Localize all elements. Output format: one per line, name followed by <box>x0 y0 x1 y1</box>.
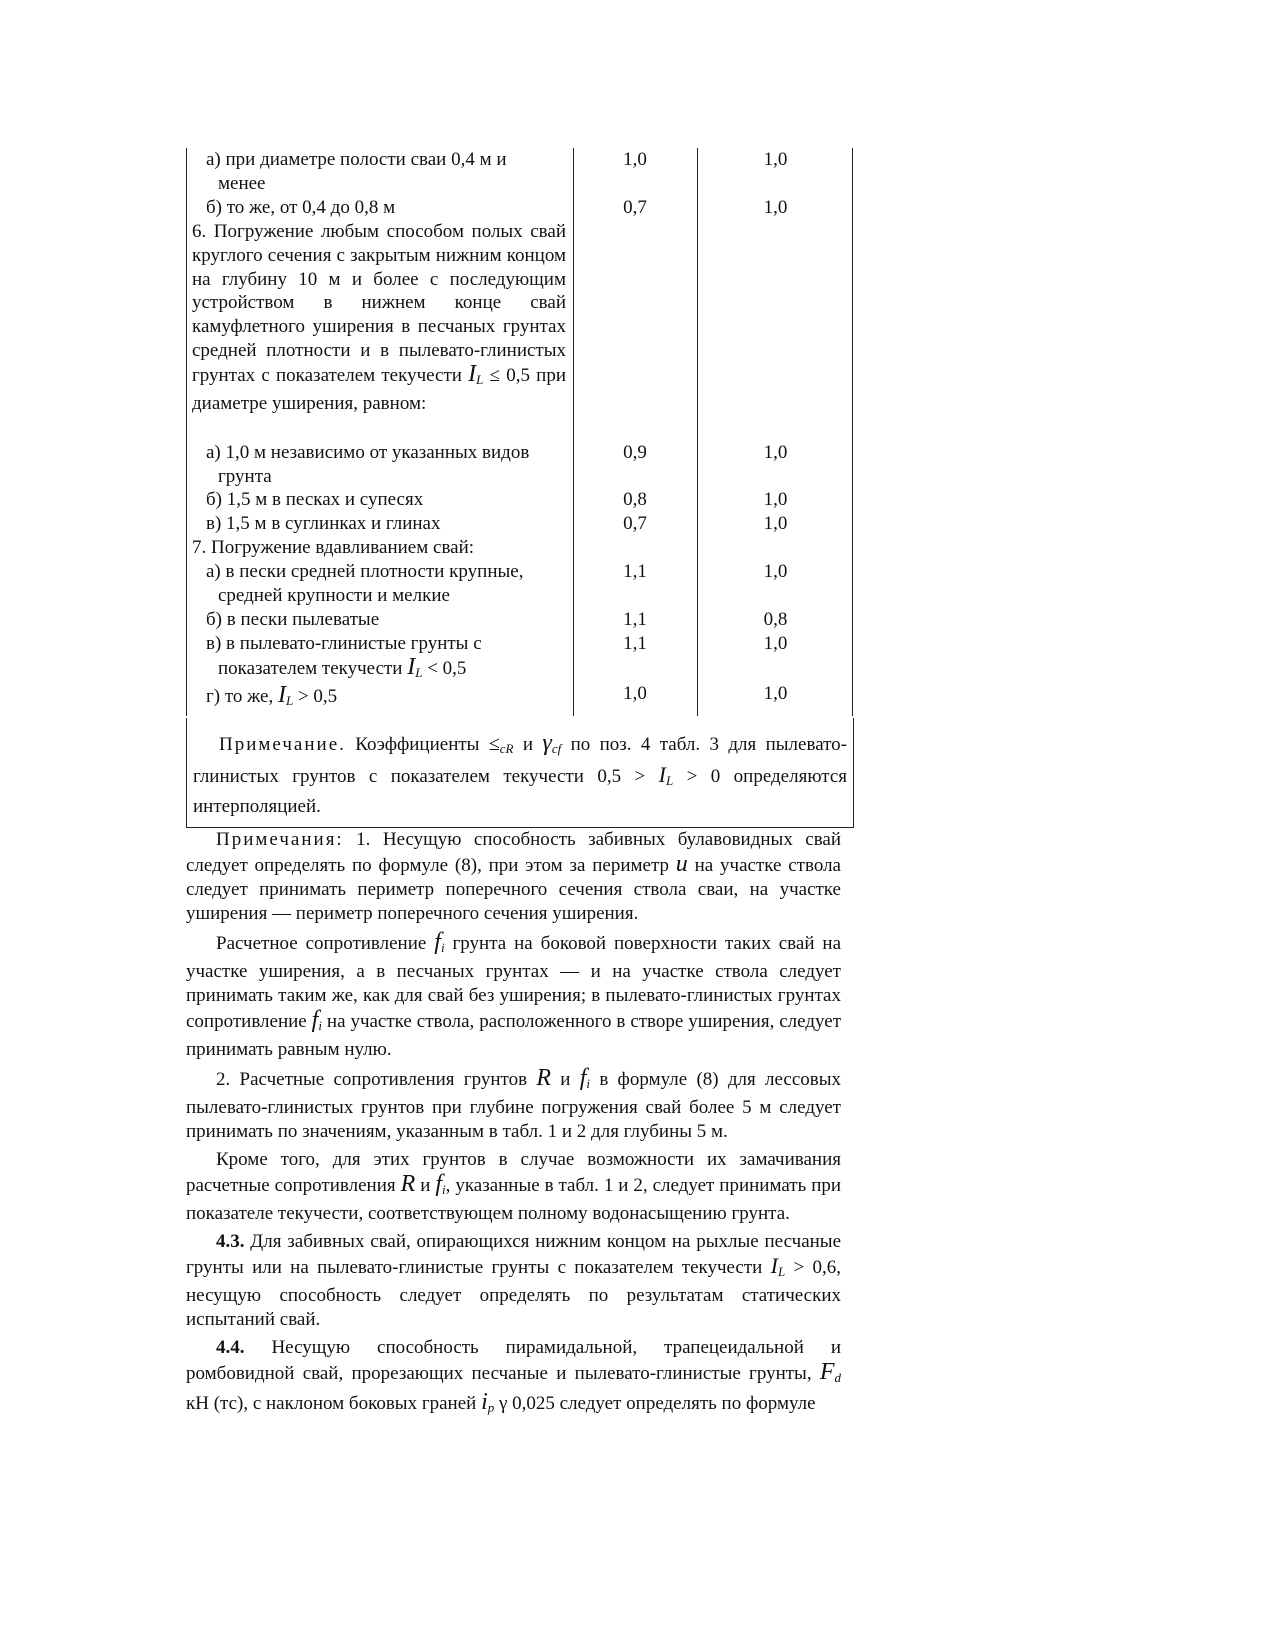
coefficient-value: 1,0 <box>763 513 788 534</box>
coefficients-table <box>186 148 854 718</box>
row-text: а) 1,0 м независимо от указанных видов <box>206 442 530 463</box>
row-text-continued: менее <box>218 172 266 194</box>
coefficient-value: 1,0 <box>763 442 788 463</box>
paragraph: Примечания: 1. Несущую способность забивных булавовидных свай следует определять по формуле (8), при этом за периметр u на участке ствола следует принимать периметр поперечного сечения ствола сваи, на участке уширения — периметр поперечного сечения уширения. <box>186 829 842 924</box>
row-text: а) в пески средней плотности крупные, <box>206 561 524 582</box>
table-border-left <box>186 148 187 716</box>
paragraph: Кроме того, для этих грунтов в случае возможности их замачивания расчетные сопротивления R и $f_i$, указанные в табл. 1 и 2, следует принимать при показателе текучести, соответствующем полному водонасыщению грунта. <box>186 1149 842 1224</box>
table-note <box>186 718 854 828</box>
coefficient-value: 1,1 <box>623 561 647 582</box>
row-text: г) то же, $I_L > 0,5$ <box>206 682 338 708</box>
coefficient-value: 1,1 <box>623 633 647 654</box>
coefficient-value: 1,0 <box>763 489 788 510</box>
coefficient-value: 1,1 <box>623 609 647 630</box>
paragraph: 4.3. Для забивных свай, опирающихся нижним концом на рыхлые песчаные грунты или на пылевато-глинистые грунты с показателем текучести $I_L > 0,6$, несущую способность следует определять по результатам статических испытаний свай. <box>186 1231 842 1330</box>
paragraph: 4.4. Несущую способность пирамидальной, трапецеидальной и ромбовидной свай, прорезающих песчаные и пылевато-глинистые грунты, $F_d$ кН (тс), с наклоном боковых граней $i_p$ γ 0,025 следует определять по формуле <box>186 1337 842 1415</box>
row-text: б) в пески пылеватые <box>206 609 380 630</box>
row-text: а) при диаметре полости сваи 0,4 м и <box>206 149 507 170</box>
coefficient-value: 1,0 <box>623 149 647 170</box>
coefficient-value: 0,7 <box>623 197 647 218</box>
paragraph: Расчетное сопротивление $f_i$ грунта на боковой поверхности таких свай на участке уширения, а в песчаных грунтах — и на участке ствола следует принимать таким же, как для свай без уширения; в пылевато-глинистых грунтах сопротивление $f_i$ на участке ствола, расположенного в створе уширения, следует принимать равным нулю. <box>186 929 842 1060</box>
body-text <box>186 828 841 1424</box>
coefficient-value: 0,7 <box>623 513 647 534</box>
row-text: 7. Погружение вдавливанием свай: <box>192 537 475 558</box>
coefficient-value: 1,0 <box>763 561 788 582</box>
coefficient-value: 1,0 <box>763 197 788 218</box>
row-text: в) 1,5 м в суглинках и глинах <box>206 513 441 534</box>
coefficient-value: 0,9 <box>623 442 647 463</box>
coefficient-value: 1,0 <box>763 633 788 654</box>
coefficient-value: 0,8 <box>763 609 788 630</box>
row-text: б) то же, от 0,4 до 0,8 м <box>206 197 396 218</box>
coefficient-value: 0,8 <box>623 489 647 510</box>
coefficient-value: 1,0 <box>763 149 788 170</box>
row-text: 6. Погружение любым способом полых свай круглого сечения с закрытым нижним концом на глубину 10 м и более с последующим устройством в нижнем конце свай камуфлетного уширения в песчаных грунтах средней плотности и в пылевато-глинистых грунтах с показателем текучести $I_L \le 0,5$ при диаметре уширения, равном: <box>192 221 567 414</box>
coefficient-value: 1,0 <box>623 683 647 704</box>
row-text: в) в пылевато-глинистые грунты с <box>206 633 482 654</box>
row-text: б) 1,5 м в песках и супесях <box>206 489 424 510</box>
table-note-text: Примечание. Коэффициенты $\le_{cR}$ и $\gamma_{cf}$ по поз. 4 табл. 3 для пылевато-глинистых грунтов с показателем текучести $0,5 > I_L > 0$ определяются интерполяцией. <box>193 730 848 817</box>
row-text-continued: показателем текучести $I_L < 0,5$ <box>218 653 467 680</box>
row-text-continued: грунта <box>218 465 272 487</box>
row-text-continued: средней крупности и мелкие <box>218 584 450 606</box>
paragraph: 2. Расчетные сопротивления грунтов R и $f_i$ в формуле (8) для лессовых пылевато-глинистых грунтов при глубине погружения свай более 5 м следует принимать по значениям, указанным в табл. 1 и 2 для глубины 5 м. <box>186 1065 842 1142</box>
coefficient-value: 1,0 <box>763 683 788 704</box>
